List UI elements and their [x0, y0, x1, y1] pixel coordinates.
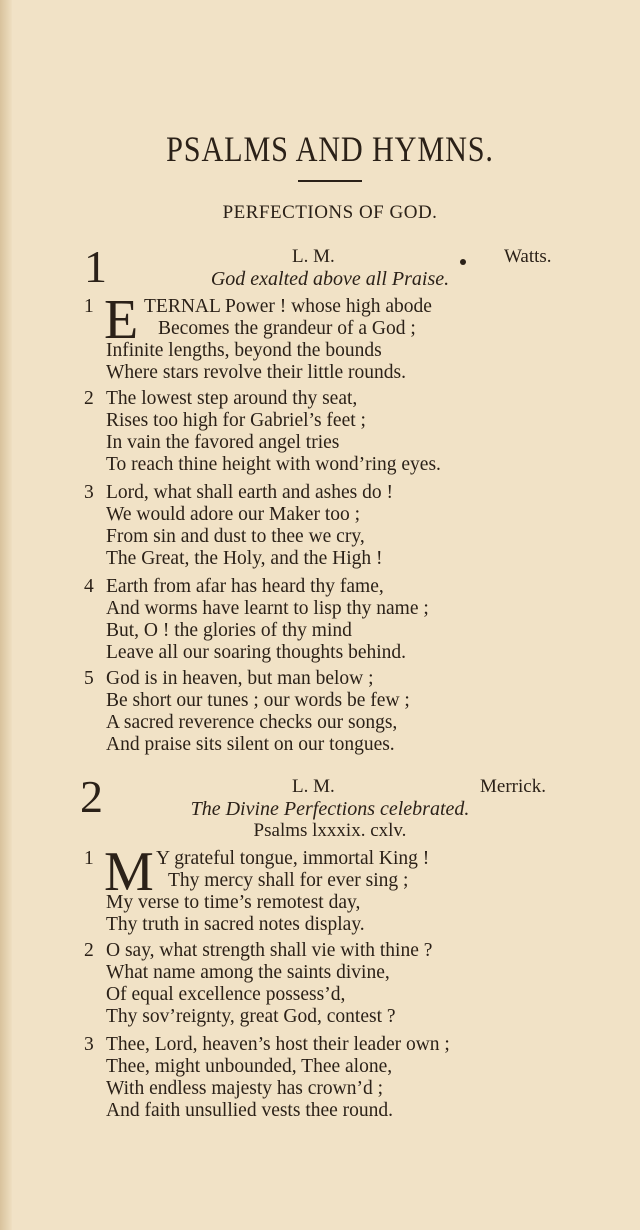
verse-line: Thy truth in sacred notes display.: [106, 914, 365, 935]
verse-line: My verse to time’s remotest day,: [106, 892, 361, 913]
hymn-author: Merrick.: [480, 776, 546, 797]
drop-cap: M: [104, 841, 154, 903]
section-heading: PERFECTIONS OF GOD.: [222, 202, 438, 223]
verse-line: Thy mercy shall for ever sing ;: [168, 870, 409, 891]
hymn-meter: L. M.: [292, 246, 335, 267]
title-rule: [298, 180, 362, 182]
stanza-number: 4: [84, 576, 94, 597]
hymn-meter: L. M.: [292, 776, 335, 797]
scripture-reference: Psalms lxxxix. cxlv.: [253, 820, 407, 841]
drop-cap: E: [104, 289, 139, 351]
verse-line: Where stars revolve their little rounds.: [106, 362, 406, 383]
verse-line: And worms have learnt to lisp thy name ;: [106, 598, 429, 619]
verse-line: Infinite lengths, beyond the bounds: [106, 340, 382, 361]
verse-line: The lowest step around thy seat,: [106, 388, 358, 409]
page-title: PSALMS AND HYMNS.: [166, 129, 494, 169]
verse-line: We would adore our Maker too ;: [106, 504, 361, 525]
verse-line: Rises too high for Gabriel’s feet ;: [106, 410, 366, 431]
verse-line: And praise sits silent on our tongues.: [106, 734, 395, 755]
verse-line: From sin and dust to thee we cry,: [106, 526, 365, 547]
hymn-author: Watts.: [504, 246, 552, 267]
stanza-number: 1: [84, 848, 94, 869]
hymn-subtitle: The Divine Perfections celebrated.: [190, 798, 470, 820]
verse-line: O say, what strength shall vie with thine ?: [106, 940, 433, 961]
printer-dot: [460, 259, 466, 265]
stanza-number: 3: [84, 1034, 94, 1055]
verse-line: Thy sov’reignty, great God, contest ?: [106, 1006, 396, 1027]
verse-line: In vain the favored angel tries: [106, 432, 340, 453]
hymn-subtitle: God exalted above all Praise.: [210, 268, 450, 290]
verse-line: Becomes the grandeur of a God ;: [158, 318, 416, 339]
page-gutter: [0, 0, 12, 1230]
verse-line: TERNAL Power ! whose high abode: [144, 296, 432, 317]
verse-line: Lord, what shall earth and ashes do !: [106, 482, 393, 503]
verse-line: Y grateful tongue, immortal King !: [156, 848, 430, 869]
verse-line: Thee, Lord, heaven’s host their leader own ;: [106, 1034, 450, 1055]
stanza-number: 1: [84, 296, 94, 317]
verse-line: Earth from afar has heard thy fame,: [106, 576, 384, 597]
verse-line: Of equal excellence possess’d,: [106, 984, 346, 1005]
stanza-number: 3: [84, 482, 94, 503]
stanza-number: 2: [84, 940, 94, 961]
verse-line: A sacred reverence checks our songs,: [106, 712, 398, 733]
verse-line: Leave all our soaring thoughts behind.: [106, 642, 407, 663]
verse-line: Be short our tunes ; our words be few ;: [106, 690, 410, 711]
verse-line: Thee, might unbounded, Thee alone,: [106, 1056, 393, 1077]
verse-line: With endless majesty has crown’d ;: [106, 1078, 384, 1099]
verse-line: And faith unsullied vests thee round.: [106, 1100, 394, 1121]
hymn-number: 2: [80, 771, 103, 822]
hymn-number: 1: [84, 241, 107, 292]
verse-line: But, O ! the glories of thy mind: [106, 620, 352, 641]
verse-line: The Great, the Holy, and the High !: [106, 548, 383, 569]
verse-line: God is in heaven, but man below ;: [106, 668, 374, 689]
verse-line: To reach thine height with wond’ring eyes.: [106, 454, 441, 475]
stanza-number: 2: [84, 388, 94, 409]
verse-line: What name among the saints divine,: [106, 962, 390, 983]
stanza-number: 5: [84, 668, 94, 689]
